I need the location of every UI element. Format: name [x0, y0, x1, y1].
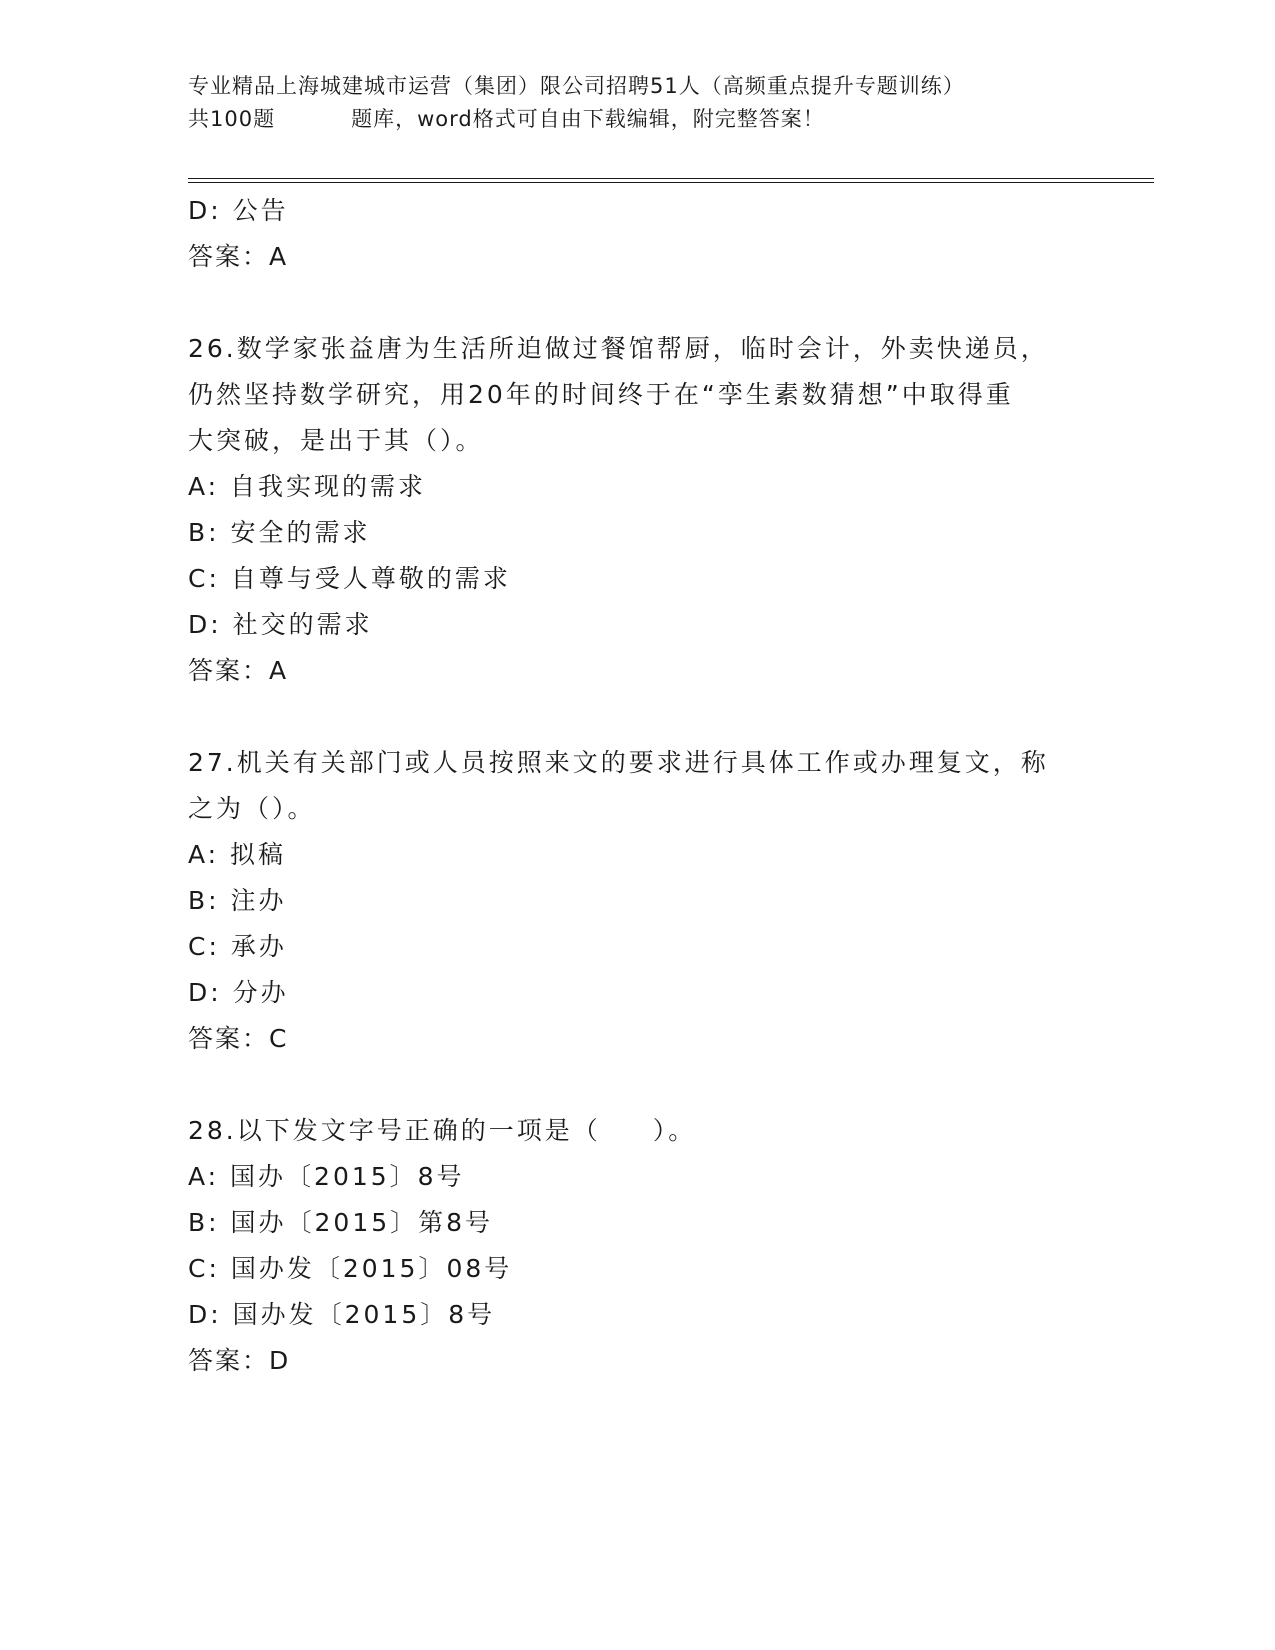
- option-c: C: 国办发〔2015〕08号: [188, 1254, 513, 1283]
- header-rule-top: [188, 178, 1154, 179]
- header-subtitle-line: [188, 103, 1148, 136]
- question-stem-line: 之为（）。: [188, 794, 316, 823]
- option-b: B: 国办〔2015〕第8号: [188, 1208, 494, 1237]
- question-stem-line: 26.数学家张益唐为生活所迫做过餐馆帮厨，临时会计，外卖快递员，: [188, 334, 1049, 363]
- option-a: A: 拟稿: [188, 840, 287, 869]
- option-b: B: 安全的需求: [188, 518, 371, 547]
- option-a: A: 国办〔2015〕8号: [188, 1162, 465, 1191]
- option-d: D: 分办: [188, 978, 289, 1007]
- document-header: [188, 70, 1148, 136]
- question-content: [188, 188, 1088, 1384]
- header-description: 题库，word格式可自由下载编辑，附完整答案！: [351, 107, 825, 131]
- question-stem-line: 大突破，是出于其（）。: [188, 426, 484, 455]
- header-question-count: 共100题: [188, 107, 276, 131]
- question-stem-start: 28.以下发文字号正确的一项是（: [188, 1116, 601, 1145]
- header-title-line: 专业精品上海城建城市运营（集团）限公司招聘51人（高频重点提升专题训练）: [188, 74, 965, 98]
- question-stem-line: 仍然坚持数学研究，用20年的时间终于在“孪生素数猜想”中取得重: [188, 380, 1014, 409]
- prev-answer: 答案：A: [188, 242, 289, 271]
- option-b: B: 注办: [188, 886, 287, 915]
- question-stem-line: 27.机关有关部门或人员按照来文的要求进行具体工作或办理复文，称: [188, 748, 1049, 777]
- option-d: D: 国办发〔2015〕8号: [188, 1300, 496, 1329]
- question-stem-end: ）。: [652, 1116, 697, 1145]
- option-c: C: 承办: [188, 932, 287, 961]
- prev-option-d: D: 公告: [188, 196, 289, 225]
- header-rule-bottom: [188, 182, 1154, 183]
- option-a: A: 自我实现的需求: [188, 472, 427, 501]
- question-28: [188, 1108, 1088, 1384]
- question-stem-line: [188, 1108, 1088, 1154]
- question-26: [188, 326, 1088, 694]
- answer: 答案：A: [188, 656, 289, 685]
- answer: 答案：D: [188, 1346, 291, 1375]
- question-27: [188, 740, 1088, 1062]
- answer: 答案：C: [188, 1024, 289, 1053]
- option-d: D: 社交的需求: [188, 610, 373, 639]
- option-c: C: 自尊与受人尊敬的需求: [188, 564, 511, 593]
